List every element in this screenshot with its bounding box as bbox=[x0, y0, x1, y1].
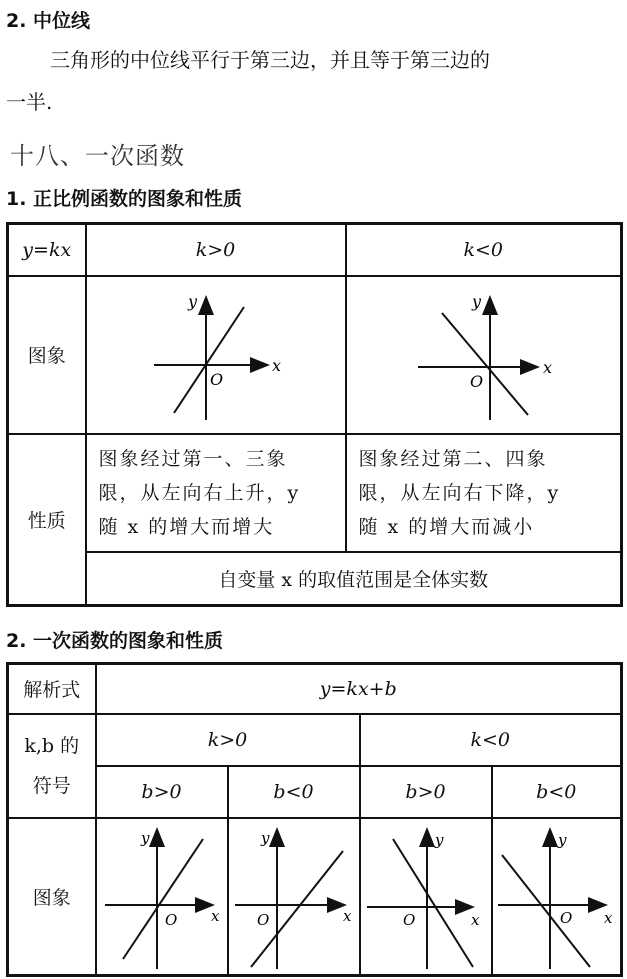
x-axis-label: x bbox=[470, 911, 479, 930]
section-title: 十八、一次函数 bbox=[10, 142, 185, 170]
graph-increasing-negative-intercept bbox=[231, 821, 357, 971]
property-row-label: 性质 bbox=[8, 434, 86, 606]
x-axis-label: x bbox=[604, 909, 613, 928]
origin-label: O bbox=[470, 371, 484, 391]
graph-decreasing-through-origin bbox=[398, 285, 568, 425]
graph-row-label: 图象 bbox=[8, 276, 86, 434]
origin-label: O bbox=[560, 909, 573, 928]
sign-row-label bbox=[8, 714, 96, 818]
graph-k-negative bbox=[346, 276, 622, 434]
k-negative-header: k<0 bbox=[346, 224, 622, 276]
origin-label: O bbox=[256, 911, 269, 930]
graph-k-neg-b-neg bbox=[492, 818, 622, 976]
property-line: 图象经过第二、四象 bbox=[358, 447, 548, 470]
k-positive-header: k>0 bbox=[96, 714, 360, 766]
y-axis-label: y bbox=[260, 829, 269, 848]
sign-label-line2: 符号 bbox=[32, 774, 71, 797]
midline-heading: 2. 中位线 bbox=[6, 10, 91, 32]
y-axis-label: y bbox=[558, 831, 567, 850]
property-k-positive bbox=[86, 434, 346, 552]
property-line: 限，从左向右上升，y bbox=[98, 481, 301, 504]
k-negative-header: k<0 bbox=[360, 714, 622, 766]
property-line: 限，从左向右下降，y bbox=[358, 481, 561, 504]
y-axis-label: y bbox=[187, 291, 197, 311]
origin-label: O bbox=[209, 369, 223, 389]
origin-label: O bbox=[164, 911, 177, 930]
graph-k-neg-b-pos bbox=[360, 818, 492, 976]
graph-decreasing-positive-intercept bbox=[363, 821, 489, 971]
graph-row-label: 图象 bbox=[8, 818, 96, 976]
graph-k-positive bbox=[86, 276, 346, 434]
midline-text-line2: 一半. bbox=[6, 90, 53, 114]
formula-row-label: 解析式 bbox=[8, 664, 96, 714]
property-line: 随 x 的增大而增大 bbox=[98, 515, 275, 538]
sign-label-line1: k,b 的 bbox=[24, 734, 80, 757]
property-line: 图象经过第一、三象 bbox=[98, 447, 288, 470]
x-axis-label: x bbox=[210, 907, 219, 926]
linear-function-table bbox=[6, 662, 623, 977]
midline-text-line1: 三角形的中位线平行于第三边，并且等于第三边的 bbox=[50, 48, 490, 72]
x-axis-label: x bbox=[271, 355, 281, 375]
formula: y=kx+b bbox=[96, 664, 622, 714]
graph-increasing-positive-intercept bbox=[99, 821, 225, 971]
b-negative-header: b<0 bbox=[228, 766, 360, 818]
b-positive-header: b>0 bbox=[96, 766, 228, 818]
graph-decreasing-negative-intercept bbox=[494, 821, 618, 971]
x-axis-label: x bbox=[342, 907, 351, 926]
y-axis-label: y bbox=[472, 291, 482, 311]
table1-heading: 1. 正比例函数的图象和性质 bbox=[6, 188, 243, 210]
table2-heading: 2. 一次函数的图象和性质 bbox=[6, 630, 224, 652]
b-negative-header: b<0 bbox=[492, 766, 622, 818]
domain-note: 自变量 x 的取值范围是全体实数 bbox=[86, 552, 622, 606]
x-axis-label: x bbox=[543, 357, 553, 377]
y-axis-label: y bbox=[140, 829, 149, 848]
graph-increasing-through-origin bbox=[136, 285, 296, 425]
property-line: 随 x 的增大而减小 bbox=[358, 515, 535, 538]
y-axis-label: y bbox=[434, 831, 443, 850]
proportional-function-table bbox=[6, 222, 623, 607]
formula-cell: y=kx bbox=[8, 224, 86, 276]
k-positive-header: k>0 bbox=[86, 224, 346, 276]
graph-k-pos-b-neg bbox=[228, 818, 360, 976]
origin-label: O bbox=[402, 911, 415, 930]
property-k-negative bbox=[346, 434, 622, 552]
b-positive-header: b>0 bbox=[360, 766, 492, 818]
graph-k-pos-b-pos bbox=[96, 818, 228, 976]
